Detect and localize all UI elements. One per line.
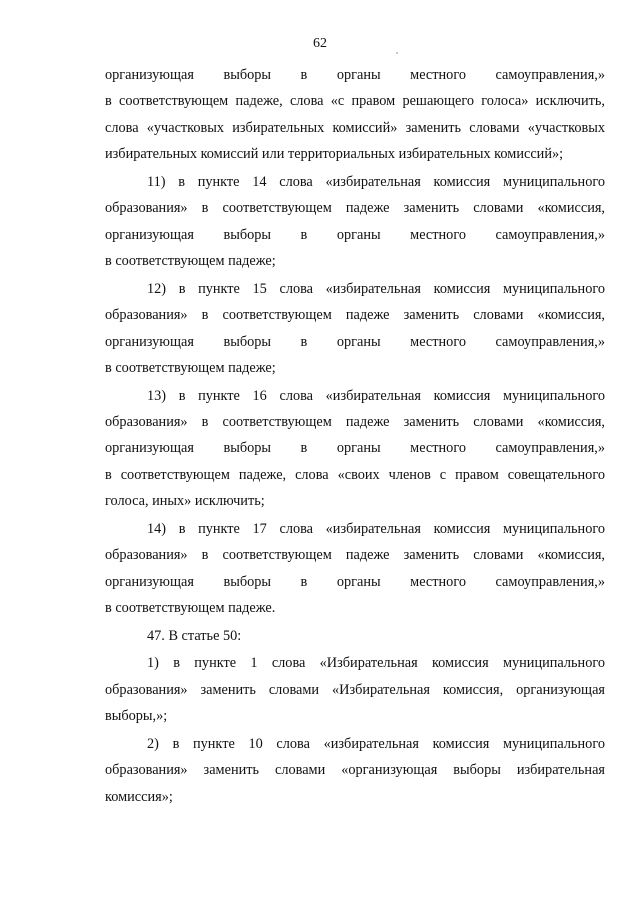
text-line: выборы,»; (105, 708, 168, 725)
scan-speck (396, 52, 398, 54)
text-line: организующая выборы в органы местного самоуправления,» (105, 67, 605, 83)
text-line: избирательных комиссий или территориальных избирательных комиссий»; (105, 146, 564, 163)
text-line: 13) в пункте 16 слова «избирательная комиссия муниципального (147, 387, 605, 404)
text-line: в соответствующем падеже; (105, 253, 276, 270)
text-line: 11) в пункте 14 слова «избирательная комиссия муниципального (147, 173, 605, 190)
text-line: 14) в пункте 17 слова «избирательная комиссия муниципального (147, 520, 605, 537)
text-line: 1) в пункте 1 слова «Избирательная комиссия муниципального (147, 655, 605, 672)
text-line: образования» в соответствующем падеже заменить словами «комиссия, (105, 547, 605, 564)
text-line: слова «участковых избирательных комиссий» заменить словами «участковых (105, 119, 605, 136)
text-line: организующая выборы в органы местного самоуправления,» (105, 333, 605, 350)
text-line: 2) в пункте 10 слова «избирательная комиссия муниципального (147, 735, 605, 752)
page-number: 62 (313, 36, 327, 51)
text-line: организующая выборы в органы местного самоуправления,» (105, 573, 605, 590)
text-line: организующая выборы в органы местного самоуправления,» (105, 440, 605, 457)
text-line: голоса, иных» исключить; (105, 493, 265, 510)
text-line: образования» в соответствующем падеже заменить словами «комиссия, (105, 307, 605, 324)
text-line: комиссия»; (105, 788, 173, 805)
document-body-text (105, 62, 605, 810)
text-line: организующая выборы в органы местного самоуправления,» (105, 226, 605, 243)
text-line: образования» в соответствующем падеже заменить словами «комиссия, (105, 200, 605, 217)
text-line: образования» в соответствующем падеже заменить словами «комиссия, (105, 413, 605, 430)
text-line: в соответствующем падеже. (105, 600, 276, 616)
text-line: в соответствующем падеже, слова «с правом решающего голоса» исключить, (105, 93, 605, 110)
text-line: в соответствующем падеже, слова «своих членов с правом совещательного (105, 466, 605, 483)
text-line: в соответствующем падеже; (105, 359, 276, 376)
text-line: 12) в пункте 15 слова «избирательная комиссия муниципального (147, 280, 605, 297)
text-line: 47. В статье 50: (147, 627, 242, 644)
text-line: образования» заменить словами «организующая выборы избирательная (105, 762, 605, 779)
text-line: образования» заменить словами «Избирательная комиссия, организующая (105, 681, 605, 698)
